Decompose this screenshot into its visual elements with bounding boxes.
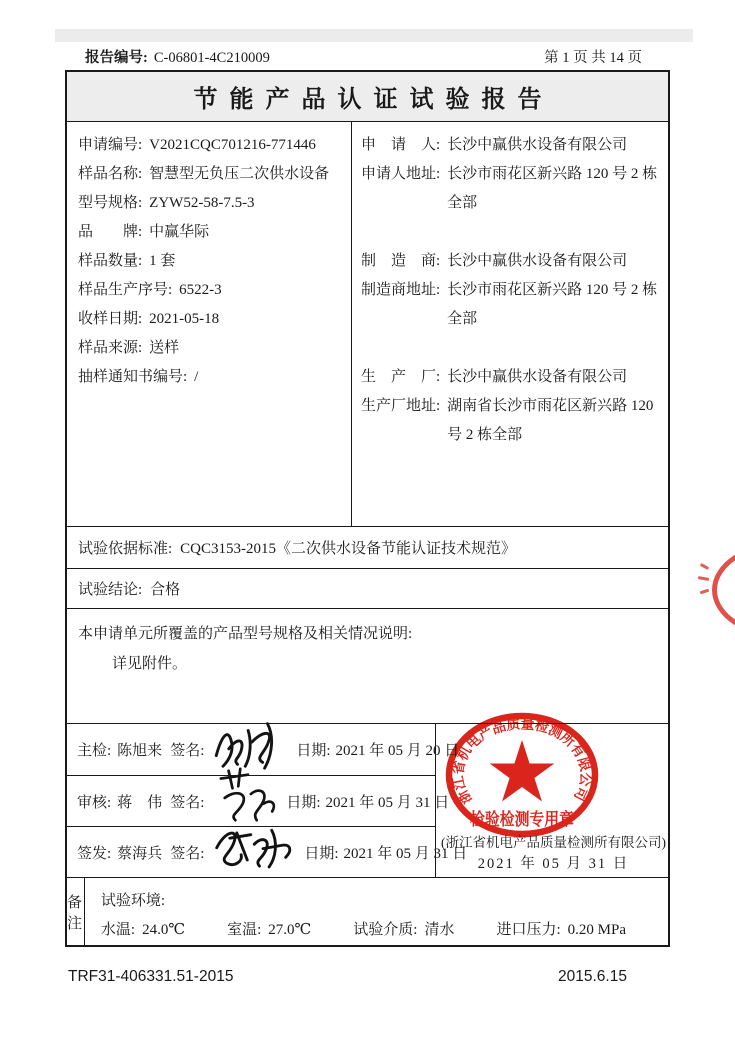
handwritten-signature xyxy=(208,764,286,826)
info-line: 型号规格: ZYW52-58-7.5-3 xyxy=(78,195,255,211)
page-count: 第 1 页 共 14 页 xyxy=(544,50,642,66)
seal-star-icon xyxy=(490,740,555,802)
info-line: 申请人地址: 长沙市雨花区新兴路 120 号 2 栋全部 xyxy=(361,166,658,211)
test-standard-row xyxy=(67,527,668,569)
date-label: 日期: xyxy=(296,743,331,759)
info-line: 样品来源: 送样 xyxy=(78,340,180,356)
water-temp: 水温: 24.0℃ xyxy=(100,922,186,938)
info-line: 样品名称: 智慧型无负压二次供水设备 xyxy=(78,166,330,182)
info-line: 样品生产序号: 6522-3 xyxy=(78,282,222,298)
report-title: 节能产品认证试验报告 xyxy=(67,72,668,122)
sign-label: 签名: xyxy=(170,794,205,811)
info-line: 申请编号: V2021CQC701216-771446 xyxy=(78,137,316,153)
info-section xyxy=(67,122,668,527)
test-environment-label: 试验环境: xyxy=(100,893,166,909)
coverage-note-line1: 本申请单元所覆盖的产品型号规格及相关情况说明: xyxy=(78,626,413,642)
test-conclusion-label: 试验结论: xyxy=(78,582,143,598)
date-label: 日期: xyxy=(286,794,321,811)
approver-name: 蔡海兵 xyxy=(117,845,163,862)
applicant-info-column xyxy=(352,122,668,526)
inspection-seal xyxy=(432,703,612,853)
form-code: TRF31-406331.51-2015 xyxy=(68,968,234,985)
inlet-pressure: 进口压力: 0.20 MPa xyxy=(496,922,626,938)
info-line: 申 请 人: 长沙中赢供水设备有限公司 xyxy=(361,137,628,153)
form-date: 2015.6.15 xyxy=(558,968,627,985)
seal-purpose-text: 检验检测专用章 xyxy=(470,810,589,829)
date-value: 2021 年 05 月 31 日 xyxy=(343,845,468,862)
info-line: 生 产 厂: 长沙中赢供水设备有限公司 xyxy=(361,369,628,385)
report-number-label: 报告编号: xyxy=(85,50,148,66)
info-line: 制 造 商: 长沙中赢供水设备有限公司 xyxy=(361,253,628,269)
stamp-date: 2021 年 05 月 31 日 xyxy=(477,856,630,872)
reviewer-name: 蒋 伟 xyxy=(117,794,163,811)
coverage-note-line2: 详见附件。 xyxy=(112,656,188,672)
remark-row xyxy=(67,878,668,945)
role-label: 签发: xyxy=(77,845,112,862)
test-standard-value: CQC3153-2015《二次供水设备节能认证技术规范》 xyxy=(180,541,517,557)
scan-artifact-band xyxy=(55,29,693,42)
date-value: 2021 年 05 月 31 日 xyxy=(325,794,450,811)
test-conclusion-row xyxy=(67,569,668,609)
date-label: 日期: xyxy=(304,845,339,862)
sample-info-column xyxy=(67,122,352,526)
report-number-value: C-06801-4C210009 xyxy=(153,50,270,66)
edge-seal-text-marks xyxy=(698,563,712,603)
sign-label: 签名: xyxy=(170,743,205,759)
environment-values xyxy=(101,916,668,945)
edge-partial-seal xyxy=(712,541,735,639)
signature-rows xyxy=(67,724,468,877)
info-line: 制造商地址: 长沙市雨花区新兴路 120 号 2 栋全部 xyxy=(361,282,658,327)
info-line: 生产厂地址: 湖南省长沙市雨花区新兴路 120 号 2 栋全部 xyxy=(361,398,654,443)
role-label: 审核: xyxy=(77,794,112,811)
test-conclusion-value: 合格 xyxy=(150,582,181,598)
info-line: 收样日期: 2021-05-18 xyxy=(78,311,220,327)
remark-content xyxy=(85,878,668,945)
date-group xyxy=(286,791,454,812)
info-line: 抽样通知书编号: / xyxy=(78,369,199,385)
sign-label: 签名: xyxy=(170,845,205,862)
test-standard-label: 试验依据标准: xyxy=(78,541,173,557)
info-line: 样品数量: 1 套 xyxy=(78,253,176,269)
seal-company-arc-text: 浙江省机电产品质量检测所有限公司 xyxy=(450,716,594,807)
stamp-caption: (浙江省机电产品质量检测所有限公司) xyxy=(441,835,666,850)
role-label: 主检: xyxy=(77,743,112,759)
date-value: 2021 年 05 月 20 日 xyxy=(335,743,460,759)
page-header xyxy=(65,46,672,67)
room-temp: 室温: 27.0℃ xyxy=(227,922,312,938)
remark-label: 备注 xyxy=(67,878,85,945)
test-medium: 试验介质: 清水 xyxy=(353,922,455,938)
handwritten-signature xyxy=(208,818,304,874)
report-number xyxy=(65,46,270,67)
info-line: 品 牌: 中赢华际 xyxy=(78,224,210,240)
signature-row-approver xyxy=(67,826,468,877)
inspector-name: 陈旭来 xyxy=(117,743,163,759)
